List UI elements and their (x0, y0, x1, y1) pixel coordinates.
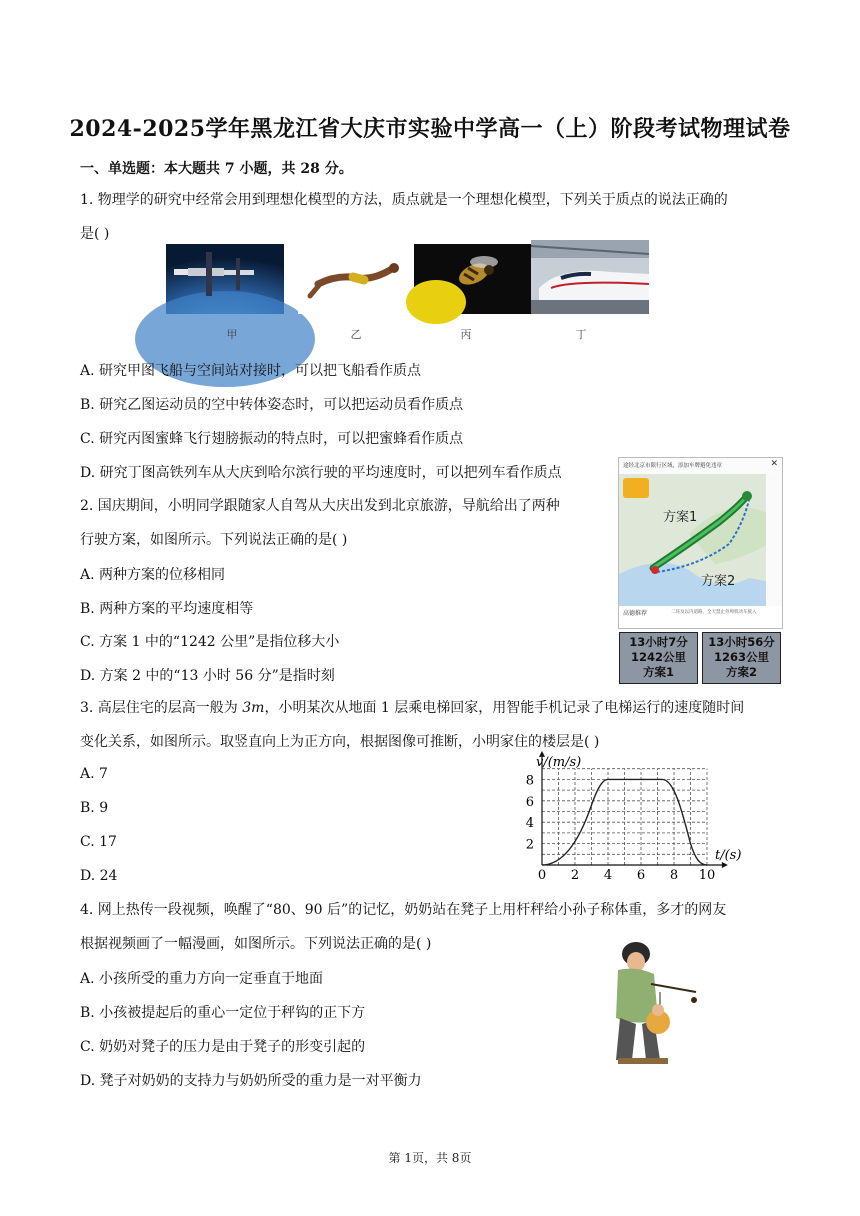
q4-stem-line2: 根据视频画了一幅漫画，如图所示。下列说法正确的是( ) (80, 936, 432, 952)
x-tick-label: 10 (698, 868, 716, 883)
map-plan1-label: 方案1 (663, 510, 698, 525)
close-icon: ✕ (770, 459, 778, 469)
q3-stem-math: 3m (242, 700, 265, 716)
velocity-time-chart (500, 752, 742, 887)
caption-yi: 乙 (350, 328, 362, 341)
q4-option-c: C. 奶奶对凳子的压力是由于凳子的形变引起的 (80, 1039, 366, 1055)
q4-option-a: A. 小孩所受的重力方向一定垂直于地面 (80, 971, 324, 987)
y-tick-label: 6 (525, 794, 534, 810)
q2-option-d: D. 方案 2 中的“13 小时 56 分”是指时刻 (80, 668, 335, 684)
q3-option-a: A. 7 (80, 766, 108, 782)
photo-diver (298, 244, 416, 314)
x-axis-label: t/(s) (715, 848, 742, 863)
plan1-distance: 1242公里 (630, 650, 686, 664)
grandma-scale-cartoon (596, 940, 714, 1068)
x-tick-label: 2 (570, 868, 580, 883)
map-banner: 途经北京市限行区域，添加车牌避免违章 (619, 458, 782, 474)
q3-stem-line1 (80, 698, 744, 718)
y-tick-label: 8 (525, 773, 534, 789)
y-tick-label: 4 (525, 816, 534, 832)
q1-stem-line1: 1. 物理学的研究中经常会用到理想化模型的方法，质点就是一个理想化模型，下列关于质点的说法正确的 (80, 192, 728, 208)
caption-ding: 丁 (575, 328, 587, 341)
q1-stem-line2: 是( ) (80, 226, 110, 242)
plan1-time: 13小时7分 (629, 635, 688, 649)
q1-option-b: B. 研究乙图运动员的空中转体姿态时，可以把运动员看作质点 (80, 397, 464, 413)
q3-stem-line2: 变化关系，如图所示。取竖直向上为正方向，根据图像可推断，小明家住的楼层是( ) (80, 734, 600, 750)
q2-option-a: A. 两种方案的位移相同 (80, 567, 226, 583)
q3-option-d: D. 24 (80, 868, 118, 884)
y-tick-label: 2 (525, 837, 534, 853)
q3-stem-post: ，小明某次从地面 1 层乘电梯回家，用智能手机记录了电梯运行的速度随时间 (264, 700, 745, 716)
page-title: 2024-2025学年黑龙江省大庆市实验中学高一（上）阶段考试物理试卷 (69, 116, 791, 142)
plan1-name: 方案1 (642, 665, 674, 679)
x-tick-label: 6 (636, 868, 646, 883)
q2-stem-line1: 2. 国庆期间，小明同学跟随家人自驾从大庆出发到北京旅游，导航给出了两种 (80, 498, 560, 514)
map-plan2-label: 方案2 (701, 574, 736, 589)
plan2-distance: 1263公里 (713, 650, 769, 664)
plan2-box (702, 632, 781, 684)
photo-bee (414, 244, 532, 314)
q4-option-d: D. 凳子对奶奶的支持力与奶奶所受的重力是一对平衡力 (80, 1073, 422, 1089)
q3-option-b: B. 9 (80, 800, 109, 816)
q1-option-a: A. 研究甲图飞船与空间站对接时，可以把飞船看作质点 (80, 363, 422, 379)
photo-high-speed-train (531, 240, 649, 314)
x-tick-label: 0 (537, 868, 547, 883)
caption-bing: 丙 (460, 328, 472, 341)
y-axis-label: v/(m/s) (536, 755, 582, 770)
x-tick-label: 8 (669, 868, 679, 883)
q3-stem-pre: 3. 高层住宅的层高一般为 (80, 700, 243, 716)
map-restriction-hint: 二环及以内道路，全天禁止外埠机动车驶入 (671, 610, 757, 615)
q4-option-b: B. 小孩被提起后的重心一定位于秤钩的正下方 (80, 1005, 366, 1021)
map-recommend-label: 高德推荐 (623, 610, 648, 617)
q4-stem-line1: 4. 网上热传一段视频，唤醒了“80、90 后”的记忆，奶奶站在凳子上用杆秤给小孙子称体重，多才的网友 (80, 902, 727, 918)
section-heading: 一、单选题：本大题共 7 小题，共 28 分。 (80, 161, 353, 177)
plan2-time: 13小时56分 (708, 635, 775, 649)
q2-option-c: C. 方案 1 中的“1242 公里”是指位移大小 (80, 634, 340, 650)
q3-option-c: C. 17 (80, 834, 117, 850)
plan2-name: 方案2 (725, 665, 757, 679)
map-bottom-bar (619, 606, 782, 628)
caption-jia: 甲 (226, 328, 238, 341)
page-footer: 第 1页，共 8页 (388, 1151, 472, 1165)
map-toolbar (766, 474, 782, 606)
navigation-map (618, 457, 783, 629)
x-tick-label: 4 (603, 868, 613, 883)
q1-option-d: D. 研究丁图高铁列车从大庆到哈尔滨行驶的平均速度时，可以把列车看作质点 (80, 465, 562, 481)
q1-option-c: C. 研究丙图蜜蜂飞行翅膀振动的特点时，可以把蜜蜂看作质点 (80, 431, 464, 447)
plan1-box (619, 632, 698, 684)
photo-spacecraft-docking (166, 244, 284, 314)
q2-stem-line2: 行驶方案，如图所示。下列说法正确的是( ) (80, 532, 348, 548)
q2-option-b: B. 两种方案的平均速度相等 (80, 601, 254, 617)
